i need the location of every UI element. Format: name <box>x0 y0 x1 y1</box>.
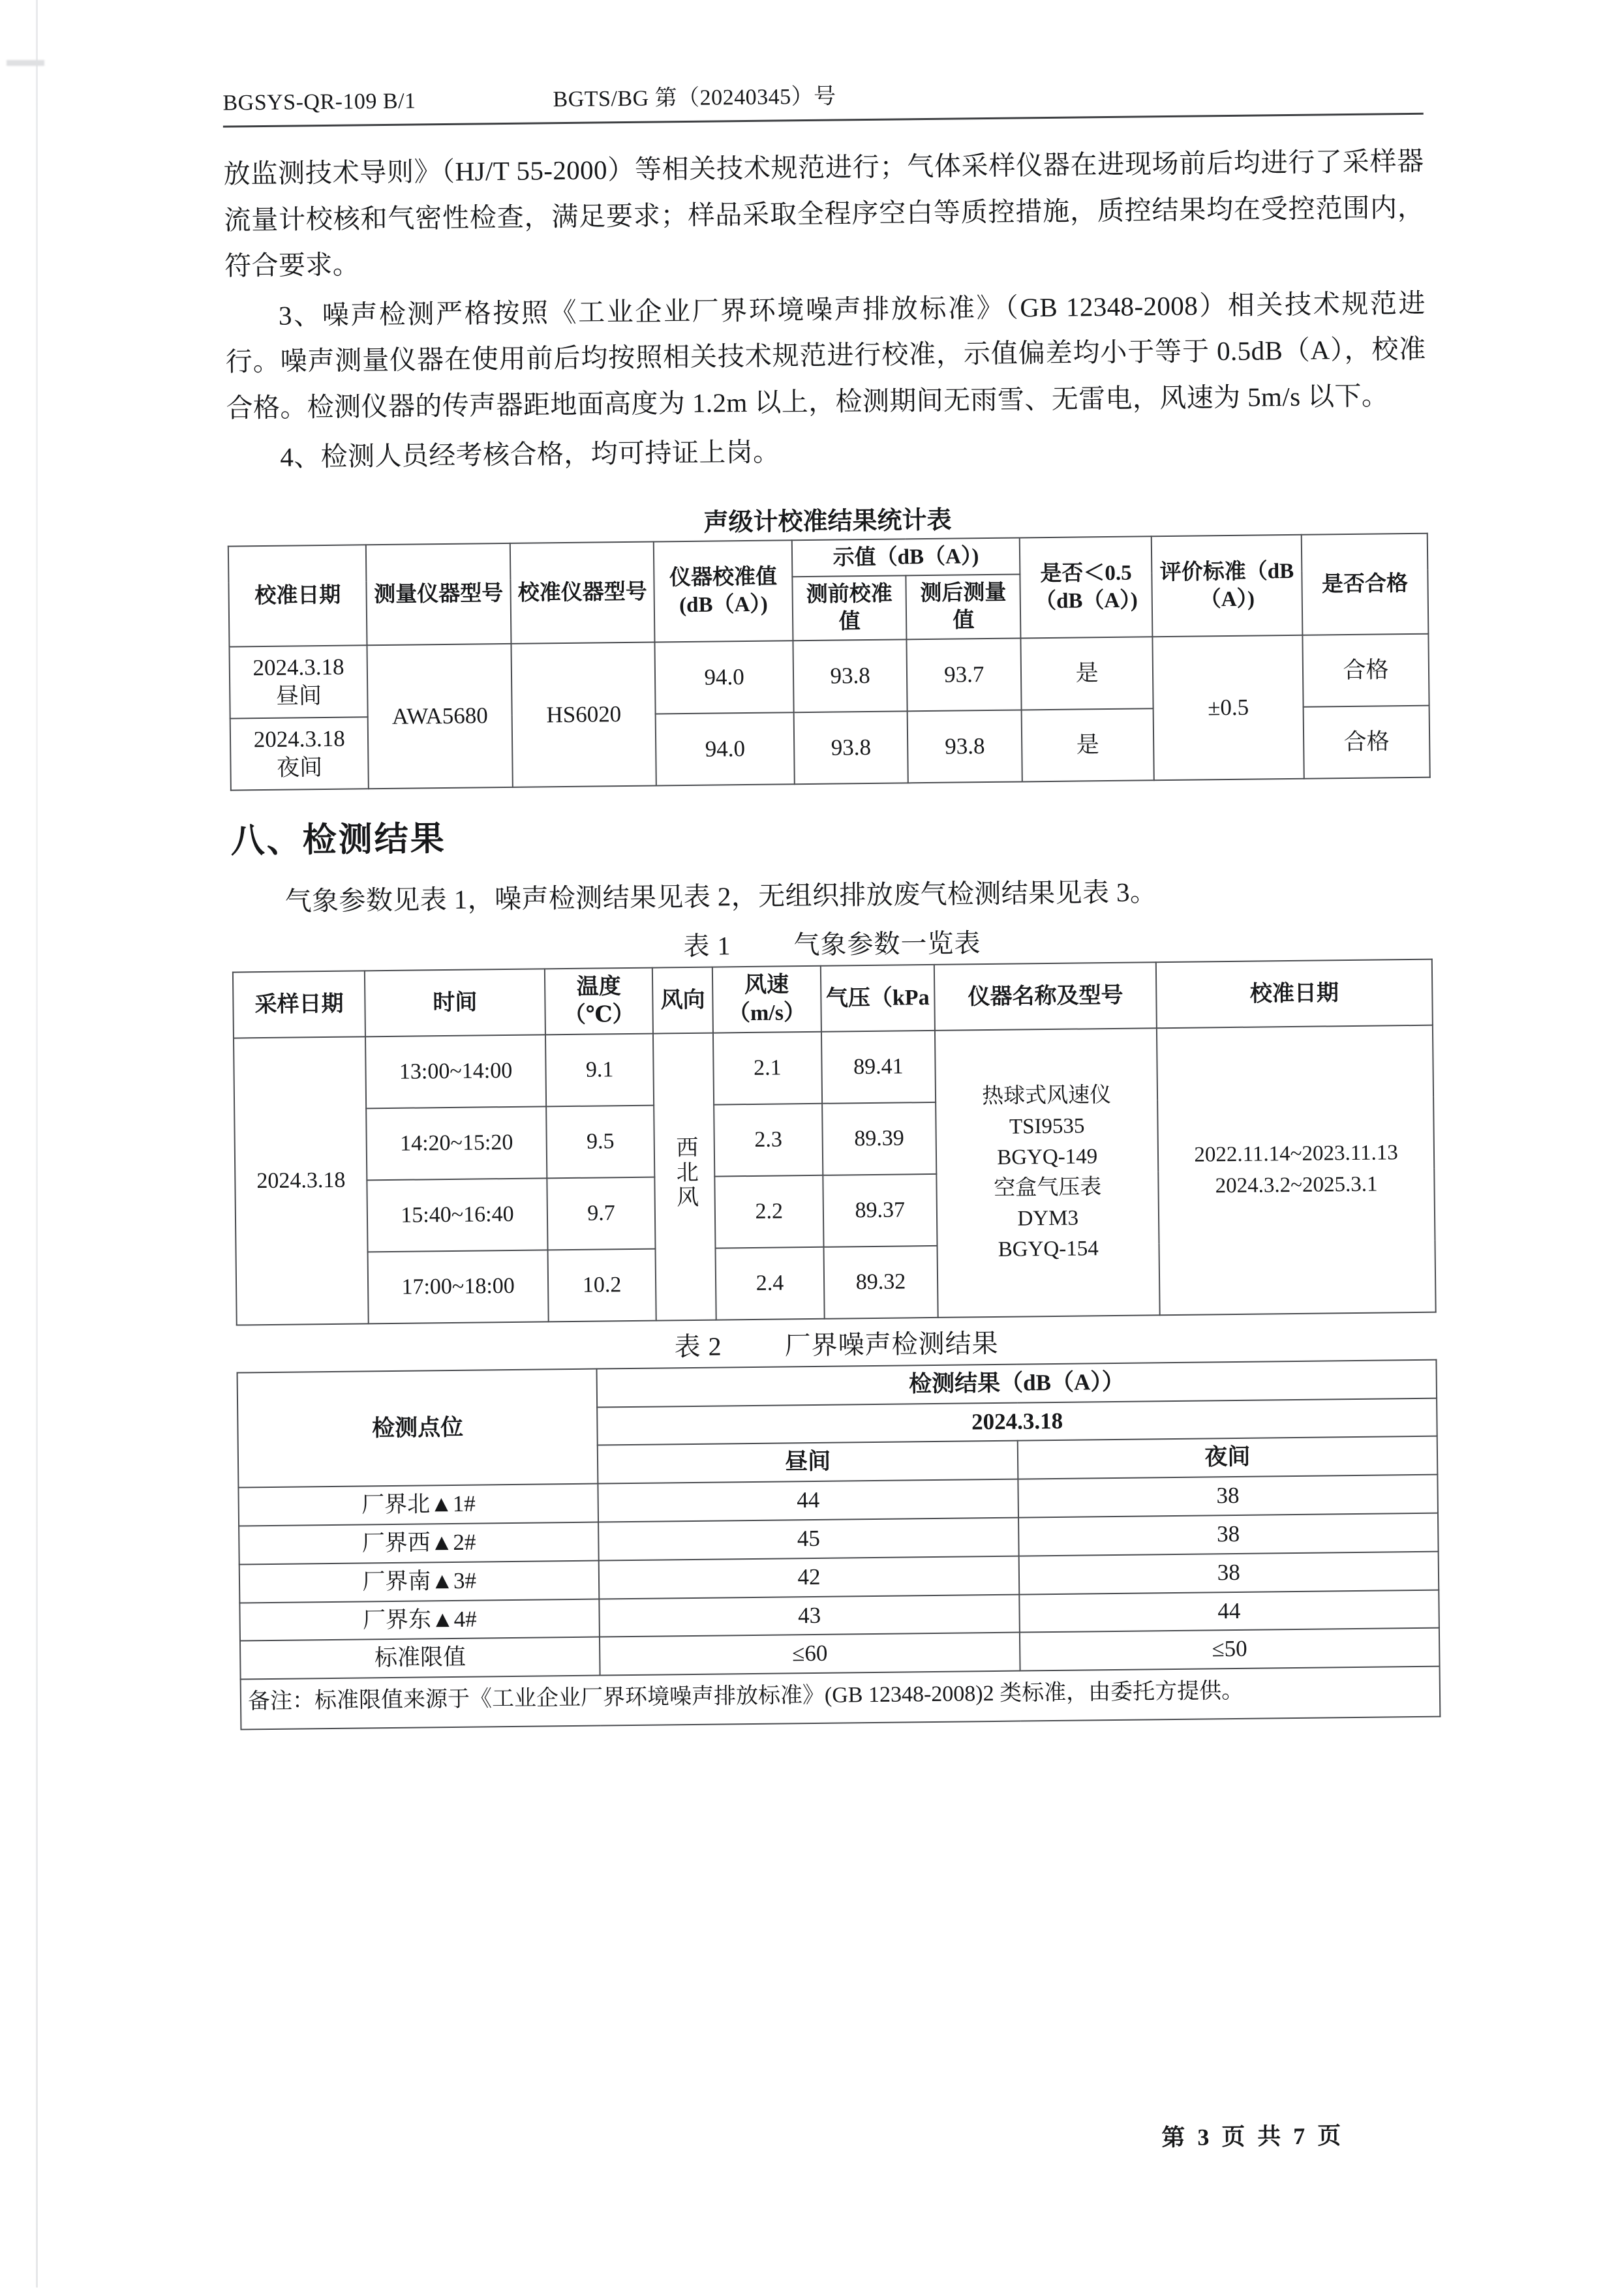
instrument-line: DYM3 <box>1017 1206 1079 1231</box>
th-calibration-date: 校准日期 <box>228 545 367 647</box>
calibration-date-line: 2024.3.2~2025.3.1 <box>1215 1172 1378 1198</box>
cell-limit-day: ≤60 <box>600 1633 1020 1676</box>
date-line-2: 昼间 <box>275 683 322 710</box>
cell-post-measure-value: 93.7 <box>907 639 1022 712</box>
th-sample-date: 采样日期 <box>233 971 365 1038</box>
paragraph-continuation: 放监测技术导则》（HJ/T 55-2000）等相关技术规范进行；气体采样仪器在进现场前后均进行了采样器流量计校核和气密性检查，满足要求；样品采取全程序空白等质控措施，质控结果均在受控范围内，符合要求。 <box>223 145 1425 281</box>
cell-time: 15:40~16:40 <box>367 1178 548 1252</box>
cell-day-value: 45 <box>598 1518 1018 1561</box>
th-daytime: 昼间 <box>598 1441 1018 1484</box>
cell-wind-speed: 2.3 <box>714 1104 823 1177</box>
cell-temperature: 9.7 <box>547 1177 656 1250</box>
noise-caption-number: 表 2 <box>674 1331 722 1362</box>
cell-instrument-cal-value: 94.0 <box>655 641 794 714</box>
noise-caption-title: 厂界噪声检测结果 <box>784 1328 999 1361</box>
th-instrument: 仪器名称及型号 <box>934 962 1157 1031</box>
cell-temperature: 10.2 <box>547 1248 656 1322</box>
th-calibrator-model: 校准仪器型号 <box>510 541 655 644</box>
cell-limit-night: ≤50 <box>1020 1628 1440 1671</box>
th-nighttime: 夜间 <box>1017 1436 1437 1479</box>
th-detection-point: 检测点位 <box>237 1368 598 1487</box>
cell-pre-cal-value: 93.8 <box>793 640 908 713</box>
th-time: 时间 <box>365 969 545 1036</box>
th-pressure: 气压（kPa <box>820 965 935 1032</box>
cell-wind-speed: 2.4 <box>716 1247 825 1320</box>
cell-calibration-date <box>230 646 369 719</box>
cell-instrument-list <box>935 1028 1160 1318</box>
cell-is-qualified: 合格 <box>1302 634 1429 707</box>
report-number: BGTS/BG 第（20240345）号 <box>553 84 836 112</box>
date-line-1: 2024.3.18 <box>253 725 345 752</box>
table-header-row <box>233 959 1433 1038</box>
instrument-line: TSI9535 <box>1009 1114 1085 1139</box>
calibration-table-title: 声级计校准结果统计表 <box>703 506 952 537</box>
th-post-measure-value: 测后测量值 <box>906 574 1021 639</box>
th-pre-cal-value: 测前校准值 <box>792 575 907 641</box>
cell-night-value: 38 <box>1018 1551 1439 1594</box>
paragraph-4: 4、检测人员经考核合格，均可持证上岗。 <box>280 436 780 472</box>
cell-night-value: 38 <box>1018 1513 1439 1556</box>
cell-temperature: 9.5 <box>546 1105 655 1178</box>
cell-instrument-cal-value: 94.0 <box>656 713 795 786</box>
cell-table-note: 备注：标准限值来源于《工业企业厂界环境噪声排放标准》(GB 12348-2008)2 类标准，由委托方提供。 <box>241 1667 1441 1730</box>
instrument-line: BGYQ-154 <box>998 1236 1099 1261</box>
page-footer: 第 3 页 共 7 页 <box>1161 2122 1345 2151</box>
th-is-less-than: 是否＜0.5（dB（A）) <box>1020 536 1153 639</box>
cell-standard-limit-label: 标准限值 <box>240 1637 600 1680</box>
cell-temperature: 9.1 <box>545 1033 654 1106</box>
cell-day-value: 43 <box>600 1594 1020 1637</box>
th-is-qualified: 是否合格 <box>1302 533 1429 635</box>
th-detection-date: 2024.3.18 <box>598 1398 1437 1445</box>
cell-is-qualified: 合格 <box>1304 706 1430 779</box>
cell-pressure: 89.41 <box>821 1031 936 1104</box>
cell-day-value: 42 <box>599 1556 1019 1599</box>
weather-parameters-table <box>232 958 1437 1325</box>
cell-wind-direction <box>653 1033 716 1320</box>
cell-time: 13:00~14:00 <box>365 1035 546 1108</box>
th-detection-results: 检测结果（dB（A）） <box>597 1359 1437 1407</box>
cell-calibration-date <box>230 718 369 791</box>
cell-pressure: 89.37 <box>823 1174 938 1247</box>
th-wind-direction: 风向 <box>652 967 713 1033</box>
weather-caption-title: 气象参数一览表 <box>793 928 981 960</box>
wind-direction-text: 西北风 <box>672 1135 697 1211</box>
form-code: BGSYS-QR-109 B/1 <box>222 89 416 115</box>
date-line-1: 2024.3.18 <box>252 654 344 680</box>
cell-night-value: 38 <box>1018 1475 1438 1518</box>
th-instrument-cal-value: 仪器校准值(dB（A）) <box>654 540 793 642</box>
th-eval-standard: 评价标准（dB（A）) <box>1152 534 1302 637</box>
boundary-noise-results-table <box>237 1359 1441 1730</box>
cell-eval-standard: ±0.5 <box>1153 635 1304 780</box>
cell-time: 14:20~15:20 <box>366 1106 547 1180</box>
calibration-results-table <box>228 532 1431 791</box>
cell-sample-date: 2024.3.18 <box>234 1036 369 1325</box>
cell-calibration-dates <box>1157 1025 1436 1316</box>
document-header <box>222 72 1424 126</box>
cell-meter-model: AWA5680 <box>367 644 513 789</box>
cell-is-less-than: 是 <box>1020 637 1153 710</box>
cell-detection-point: 厂界西▲2# <box>239 1522 599 1565</box>
th-calibration-date: 校准日期 <box>1156 959 1433 1029</box>
table-row <box>234 1025 1433 1110</box>
cell-detection-point: 厂界东▲4# <box>239 1599 600 1641</box>
th-meter-model: 测量仪器型号 <box>366 543 511 646</box>
weather-caption-number: 表 1 <box>683 931 731 961</box>
cell-detection-point: 厂界北▲1# <box>238 1484 598 1526</box>
cell-pre-cal-value: 93.8 <box>793 712 908 785</box>
instrument-line: 空盒气压表 <box>994 1175 1102 1200</box>
th-wind-speed: 风速（m/s） <box>712 966 821 1033</box>
section-title-results: 八、检测结果 <box>230 820 447 860</box>
cell-detection-point: 厂界南▲3# <box>239 1560 600 1603</box>
cell-wind-speed: 2.1 <box>713 1032 822 1105</box>
date-line-2: 夜间 <box>276 755 323 781</box>
instrument-line: 热球式风速仪 <box>982 1083 1112 1109</box>
cell-wind-speed: 2.2 <box>714 1175 823 1248</box>
cell-calibrator-model: HS6020 <box>511 642 656 787</box>
cell-pressure: 89.32 <box>823 1246 938 1319</box>
th-temperature: 温度（℃） <box>545 967 653 1035</box>
calibration-date-line: 2022.11.14~2023.11.13 <box>1194 1141 1398 1167</box>
th-indicated-value: 示值（dB（A）) <box>792 537 1020 577</box>
paragraph-3: 3、噪声检测严格按照《工业企业厂界环境噪声排放标准》（GB 12348-2008）相关技术规范进行。噪声测量仪器在使用前后均按照相关技术规范进行校准，示值偏差均小于等于 0.5dB（A），校准合格。检测仪器的传声器距地面高度为 1.2m 以上，检测期间无雨雪、无雷电，风速为 5m/s 以下。 <box>225 288 1426 423</box>
page-content <box>222 72 1441 1730</box>
cell-pressure: 89.39 <box>822 1102 937 1175</box>
instrument-line: BGYQ-149 <box>997 1145 1098 1170</box>
cell-day-value: 44 <box>598 1479 1018 1522</box>
cell-time: 17:00~18:00 <box>368 1250 549 1323</box>
cell-night-value: 44 <box>1019 1590 1439 1633</box>
cell-is-less-than: 是 <box>1022 709 1154 782</box>
cell-post-measure-value: 93.8 <box>908 710 1022 783</box>
table-row <box>230 634 1429 719</box>
results-intro: 气象参数见表 1，噪声检测结果见表 2，无组织排放废气检测结果见表 3。 <box>284 877 1157 917</box>
